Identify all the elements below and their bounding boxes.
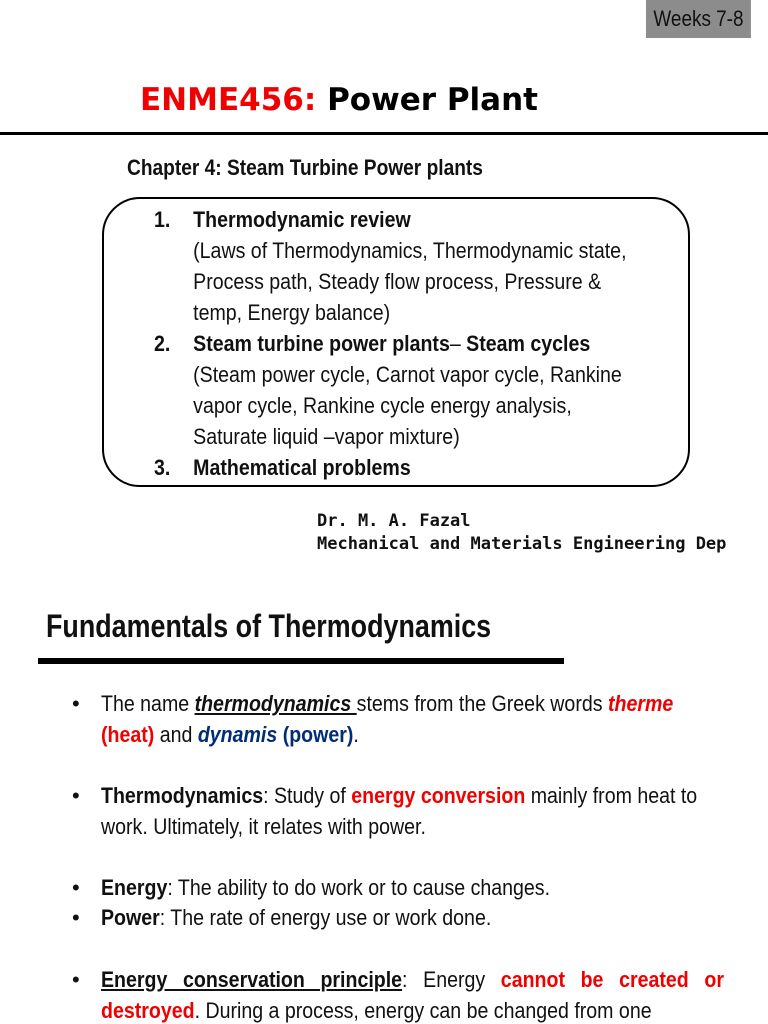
- bullet-item: [101, 902, 724, 933]
- bullet-item: [101, 872, 724, 903]
- outline-item: [154, 328, 676, 452]
- author-name: Dr. M. A. Fazal: [317, 511, 471, 531]
- outline-item-number: 2.: [154, 331, 171, 356]
- bullet-text: : The rate of energy use or work done.: [159, 905, 492, 930]
- bullet-term: Energy conservation principle: [101, 967, 403, 992]
- outline-item: [154, 452, 676, 483]
- bullet-text: .: [353, 722, 359, 747]
- bullet-item: [101, 780, 724, 842]
- outline-item-number: 1.: [154, 207, 171, 232]
- bullet-term: Power: [101, 905, 160, 930]
- bullet-item: [101, 964, 724, 1024]
- outline-item-title: Thermodynamic review: [193, 207, 411, 232]
- bullet-text: : Energy: [402, 967, 501, 992]
- section-divider: [38, 658, 564, 664]
- bullet-item: [101, 688, 724, 750]
- bullet-highlight: energy conversion: [351, 783, 526, 808]
- outline-item-title: Mathematical problems: [193, 455, 411, 480]
- bullet-icon: •: [72, 875, 80, 900]
- outline-item-title-extra: Steam cycles: [466, 331, 591, 356]
- weeks-badge: Weeks 7-8: [646, 0, 751, 38]
- author-block: [317, 510, 726, 556]
- course-code: ENME456:: [140, 82, 317, 118]
- bullet-text: . During a process, energy can be changed from one: [194, 998, 652, 1023]
- outline-item-detail: (Laws of Thermodynamics, Thermodynamic state,: [193, 238, 627, 263]
- outline-item-title-line: [193, 328, 676, 359]
- outline-item-title: Steam turbine power plants: [193, 331, 450, 356]
- outline-item-detail: (Steam power cycle, Carnot vapor cycle, Rankine: [193, 362, 622, 387]
- outline-item-detail: Process path, Steady flow process, Pressure &: [193, 269, 602, 294]
- bullet-text: : Study of: [263, 783, 352, 808]
- bullet-icon: •: [72, 905, 80, 930]
- bullet-icon: •: [72, 783, 80, 808]
- section-heading: Fundamentals of Thermodynamics: [46, 608, 492, 644]
- outline-item-detail: temp, Energy balance): [193, 300, 391, 325]
- bullet-icon: •: [72, 967, 80, 992]
- outline-item-number: 3.: [154, 455, 171, 480]
- outline-item: [154, 204, 676, 328]
- bullet-text: : The ability to do work or to cause changes.: [167, 875, 551, 900]
- bullet-term: Thermodynamics: [101, 783, 264, 808]
- bullet-text: stems from the Greek words: [356, 691, 608, 716]
- chapter-title: Chapter 4: Steam Turbine Power plants: [127, 155, 483, 180]
- bullet-text: and: [154, 722, 198, 747]
- bullet-text: mainly from heat to work. Ultimately, it relates with power.: [101, 783, 698, 839]
- outline-list: [154, 204, 676, 483]
- bullet-greek-meaning: (heat): [101, 722, 155, 747]
- course-name: Power Plant: [327, 82, 538, 118]
- bullet-term: Energy: [101, 875, 168, 900]
- title-divider: [0, 132, 768, 135]
- bullet-term: thermodynamics: [194, 691, 357, 716]
- outline-item-detail: vapor cycle, Rankine cycle energy analysis,: [193, 393, 572, 418]
- bullet-greek-word: dynamis: [197, 722, 278, 747]
- bullet-greek-meaning: (power): [282, 722, 354, 747]
- bullet-highlight: cannot be created or destroyed: [101, 967, 724, 1023]
- bullet-text: The name: [101, 691, 195, 716]
- outline-item-title-separator: –: [449, 331, 467, 356]
- bullet-icon: •: [72, 691, 80, 716]
- bullet-greek-word: therme: [607, 691, 674, 716]
- author-department: Mechanical and Materials Engineering Dep: [317, 534, 727, 554]
- course-title: [140, 82, 538, 118]
- outline-item-detail: Saturate liquid –vapor mixture): [193, 424, 460, 449]
